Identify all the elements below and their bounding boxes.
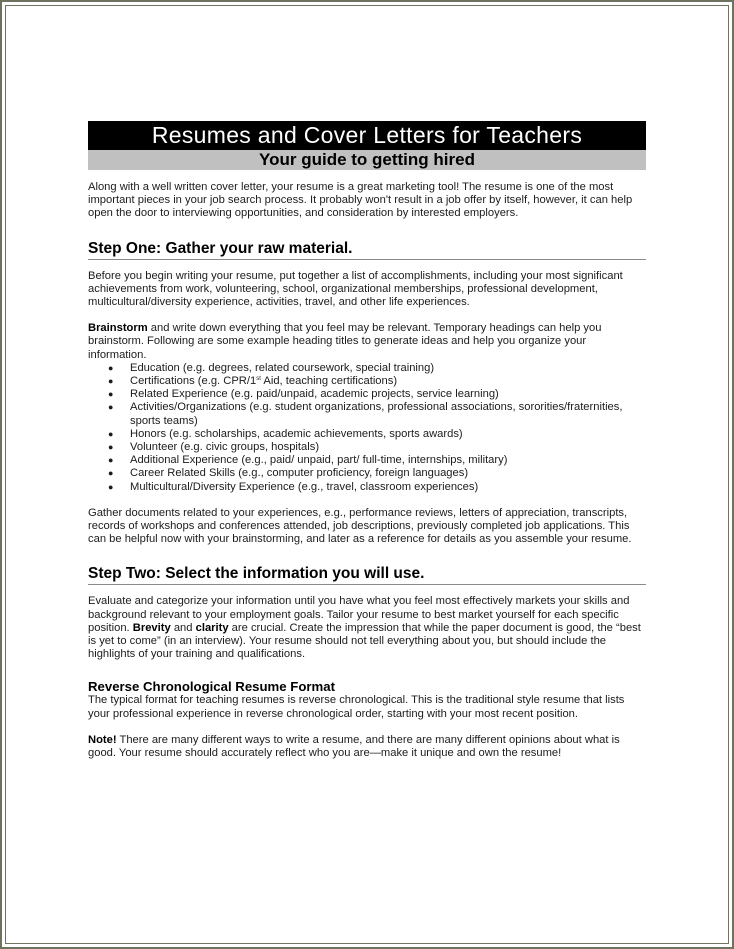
brevity-bold: Brevity	[132, 621, 171, 634]
list-item: ● Education (e.g. degrees, related coursework, special training)	[108, 361, 435, 374]
bullet-icon: ●	[108, 481, 114, 492]
document-title: Resumes and Cover Letters for Teachers	[88, 121, 646, 150]
list-item: ● Certifications (e.g. CPR/1st Aid, teaching certifications)	[108, 375, 398, 388]
list-item: ● Additional Experience (e.g., paid/ unpaid, part/ full-time, internships, military)	[108, 454, 508, 467]
bullet-icon: ●	[108, 455, 114, 466]
reverse-chronological-heading: Reverse Chronological Resume Format	[88, 679, 335, 695]
bullet-icon: ●	[108, 402, 114, 413]
bullet-icon: ●	[108, 442, 114, 453]
superscript: st	[256, 376, 261, 383]
step-two-heading: Step Two: Select the information you will use.	[88, 564, 646, 585]
reverse-chronological-paragraph: The typical format for teaching resumes is reverse chronological. This is the traditional style resume that lists your professional experience in reverse chronological order, starting with your most recent position.	[88, 694, 625, 720]
step-one-heading: Step One: Gather your raw material.	[88, 239, 646, 260]
list-item: ● Honors (e.g. scholarships, academic achievements, sports awards)	[108, 427, 463, 440]
bullet-icon: ●	[108, 362, 114, 373]
note-bold: Note!	[88, 733, 117, 746]
intro-paragraph: Along with a well written cover letter, your resume is a great marketing tool! The resume is one of the most important pieces in your job search process. It probably won't result in a job offer by itself, however, it can help open the door to interviewing opportunities, and consideration by interested employers.	[88, 181, 633, 220]
note-paragraph: Note! There are many different ways to write a resume, and there are many different opinions about what is good. Your resume should accurately reflect who you are—make it unique and own the resume!	[88, 733, 620, 760]
list-item: ● Volunteer (e.g. civic groups, hospitals)	[108, 441, 320, 454]
clarity-bold: clarity	[195, 621, 229, 634]
list-item: ● Multicultural/Diversity Experience (e.g., travel, classroom experiences)	[108, 480, 479, 493]
document-subtitle: Your guide to getting hired	[88, 150, 646, 170]
list-item: ● Career Related Skills (e.g., computer proficiency, foreign languages)	[108, 467, 469, 480]
document-page	[88, 121, 646, 760]
step-one-paragraph: Before you begin writing your resume, put together a list of accomplishments, including your most significant achievements from work, volunteering, school, organizational memberships, professional development, multicultural/diversity experience, activities, travel, and other life experiences.	[88, 269, 623, 309]
bullet-icon: ●	[108, 428, 114, 439]
brainstorm-paragraph	[88, 322, 646, 362]
list-item: ● Related Experience (e.g. paid/unpaid, academic projects, service learning)	[108, 388, 499, 401]
bullet-icon: ●	[108, 376, 114, 387]
heading-ideas-list	[88, 362, 646, 494]
brainstorm-bold: Brainstorm	[88, 322, 148, 335]
gather-documents-paragraph: Gather documents related to your experiences, e.g., performance reviews, letters of appreciation, transcripts, records of workshops and conferences attended, job descriptions, previously completed job applications. This can be helpful now with your brainstorming, and later as a reference for details as you assemble your resume.	[88, 506, 632, 546]
brainstorm-text: and write down everything that you feel may be relevant. Temporary headings can help you brainstorm. Following are some example heading titles to generate ideas and help you organize your information.	[88, 322, 602, 361]
bullet-icon: ●	[108, 389, 114, 400]
step-two-paragraph: Evaluate and categorize your information until you have what you feel most effectively markets your skills and background relevant to your employment goals. Tailor your resume to best market yourself for each specific position. Brevity and clarity are crucial. Create the impression that while the paper document is good, the “best is yet to come” (in an interview). Your resume should not tell everything about you, but should include the highlights of your training and qualifications.	[88, 595, 641, 661]
list-item: ● Activities/Organizations (e.g. student organizations, professional associations, sororities/fraternities, sports teams)	[108, 401, 623, 427]
bullet-icon: ●	[108, 468, 114, 479]
